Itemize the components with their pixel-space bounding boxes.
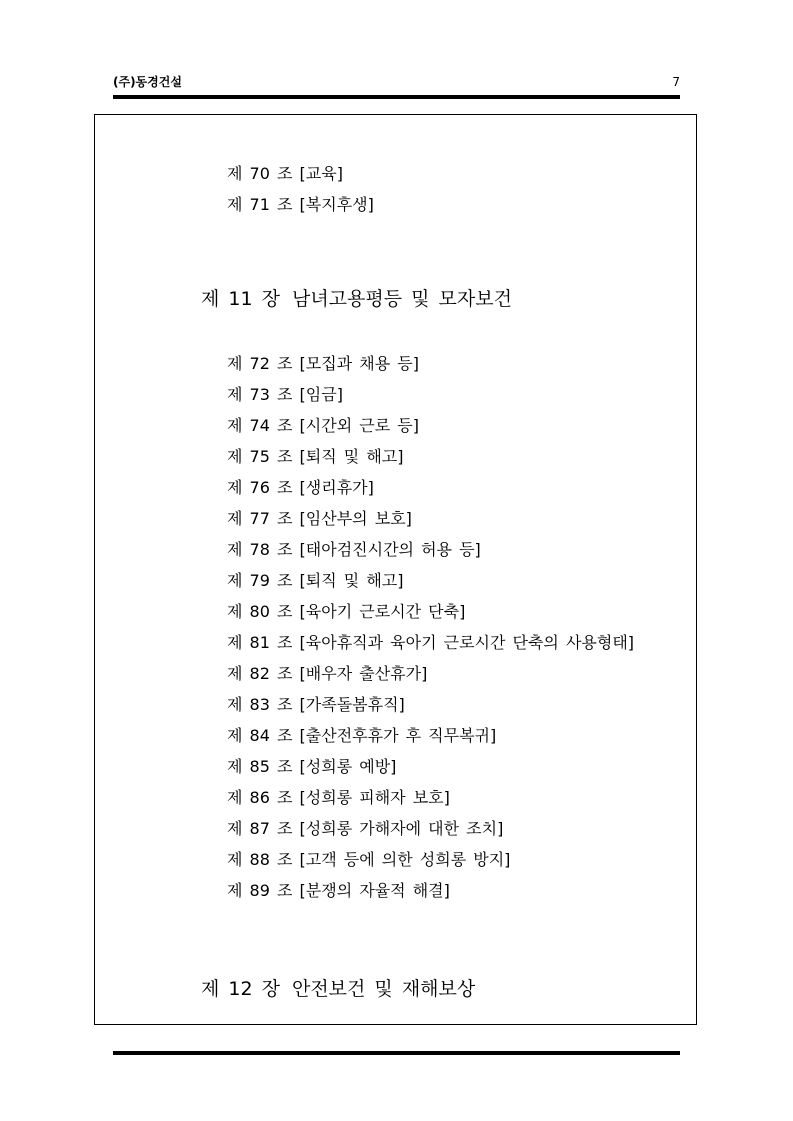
toc-entry bbox=[227, 410, 634, 441]
article-number: 제 71 조 bbox=[227, 195, 293, 214]
article-number: 제 88 조 bbox=[227, 850, 293, 869]
article-list-chapter-11 bbox=[227, 348, 634, 906]
toc-entry bbox=[227, 472, 634, 503]
article-title: [퇴직 및 해고] bbox=[299, 571, 404, 590]
article-title: [배우자 출산휴가] bbox=[299, 664, 428, 683]
toc-entry bbox=[227, 689, 634, 720]
article-title: [모집과 채용 등] bbox=[299, 354, 419, 373]
article-number: 제 70 조 bbox=[227, 164, 293, 183]
article-title: [임금] bbox=[299, 385, 343, 404]
toc-entry bbox=[227, 534, 634, 565]
toc-entry bbox=[227, 720, 634, 751]
article-number: 제 82 조 bbox=[227, 664, 293, 683]
company-name: (주)동경건설 bbox=[113, 75, 182, 89]
toc-entry bbox=[227, 844, 634, 875]
toc-entry bbox=[227, 875, 634, 906]
toc-entry bbox=[227, 158, 374, 189]
toc-entry bbox=[227, 596, 634, 627]
toc-entry bbox=[227, 441, 634, 472]
article-number: 제 75 조 bbox=[227, 447, 293, 466]
article-title: [육아기 근로시간 단축] bbox=[299, 602, 466, 621]
article-title: [시간외 근로 등] bbox=[299, 416, 419, 435]
article-number: 제 84 조 bbox=[227, 726, 293, 745]
page-header bbox=[113, 74, 680, 90]
article-number: 제 76 조 bbox=[227, 478, 293, 497]
toc-entry bbox=[227, 379, 634, 410]
article-title: [태아검진시간의 허용 등] bbox=[299, 540, 481, 559]
toc-entry bbox=[227, 503, 634, 534]
article-number: 제 89 조 bbox=[227, 881, 293, 900]
chapter-number: 제 11 장 bbox=[201, 288, 280, 310]
article-title: [성희롱 피해자 보호] bbox=[299, 788, 450, 807]
article-title: [성희롱 예방] bbox=[299, 757, 397, 776]
toc-entry bbox=[227, 189, 374, 220]
article-number: 제 72 조 bbox=[227, 354, 293, 373]
toc-entry bbox=[227, 751, 634, 782]
toc-entry bbox=[227, 565, 634, 596]
article-title: [가족돌봄휴직] bbox=[299, 695, 405, 714]
footer-rule bbox=[113, 1051, 680, 1055]
article-number: 제 74 조 bbox=[227, 416, 293, 435]
toc-entry bbox=[227, 627, 634, 658]
chapter-title: 안전보건 및 재해보상 bbox=[291, 978, 476, 1000]
article-title: [교육] bbox=[299, 164, 343, 183]
toc-entry bbox=[227, 782, 634, 813]
article-number: 제 73 조 bbox=[227, 385, 293, 404]
page-number: 7 bbox=[672, 75, 680, 89]
article-number: 제 78 조 bbox=[227, 540, 293, 559]
article-list-chapter-10 bbox=[227, 158, 374, 220]
chapter-title: 남녀고용평등 및 모자보건 bbox=[291, 288, 512, 310]
article-number: 제 81 조 bbox=[227, 633, 293, 652]
chapter-heading-11 bbox=[201, 284, 512, 314]
article-title: [육아휴직과 육아기 근로시간 단축의 사용형태] bbox=[299, 633, 635, 652]
article-title: [고객 등에 의한 성희롱 방지] bbox=[299, 850, 511, 869]
toc-entry bbox=[227, 658, 634, 689]
article-title: [퇴직 및 해고] bbox=[299, 447, 404, 466]
article-number: 제 85 조 bbox=[227, 757, 293, 776]
article-number: 제 79 조 bbox=[227, 571, 293, 590]
article-title: [출산전후휴가 후 직무복귀] bbox=[299, 726, 497, 745]
article-number: 제 83 조 bbox=[227, 695, 293, 714]
toc-entry bbox=[227, 813, 634, 844]
chapter-number: 제 12 장 bbox=[201, 978, 280, 1000]
article-title: [성희롱 가해자에 대한 조치] bbox=[299, 819, 504, 838]
chapter-heading-12 bbox=[201, 974, 475, 1004]
article-number: 제 77 조 bbox=[227, 509, 293, 528]
article-number: 제 87 조 bbox=[227, 819, 293, 838]
article-title: [임산부의 보호] bbox=[299, 509, 412, 528]
article-number: 제 86 조 bbox=[227, 788, 293, 807]
article-title: [분쟁의 자율적 해결] bbox=[299, 881, 450, 900]
article-title: [생리휴가] bbox=[299, 478, 374, 497]
article-number: 제 80 조 bbox=[227, 602, 293, 621]
toc-entry bbox=[227, 348, 634, 379]
article-title: [복지후생] bbox=[299, 195, 374, 214]
header-rule bbox=[113, 95, 680, 99]
